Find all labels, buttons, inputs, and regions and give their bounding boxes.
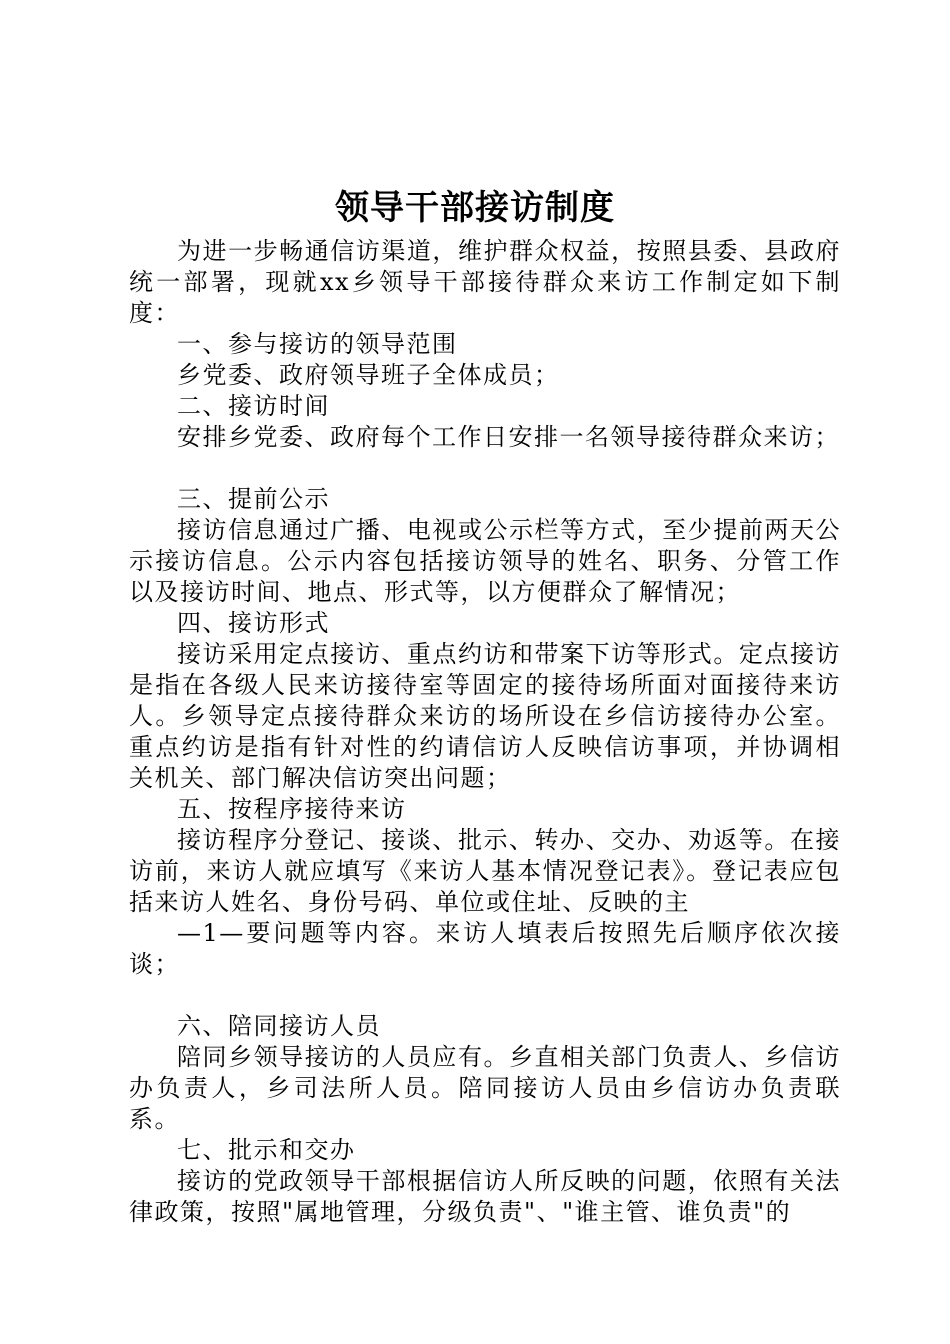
section-heading-3: 三、提前公示 [177, 485, 330, 513]
blank-line [129, 453, 841, 484]
section-heading-1: 一、参与接访的领导范围 [177, 330, 458, 358]
document-title: 领导干部接访制度 [335, 188, 615, 228]
paragraph: 乡党委、政府领导班子全体成员； [177, 361, 560, 389]
paragraph-page-marker: —1—要问题等内容。来访人填表后按照先后顺序依次接谈； [129, 919, 841, 978]
paragraph: 接访程序分登记、接谈、批示、转办、交办、劝返等。在接访前，来访人就应填写《来访人基本情况登记表》。登记表应包括来访人姓名、身份号码、单位或住址、反映的主 [129, 826, 841, 916]
paragraph: 接访信息通过广播、电视或公示栏等方式，至少提前两天公示接访信息。公示内容包括接访领导的姓名、职务、分管工作以及接访时间、地点、形式等，以方便群众了解情况； [129, 516, 841, 606]
paragraph: 接访采用定点接访、重点约访和带案下访等形式。定点接访是指在各级人民来访接待室等固定的接待场所面对面接待来访人。乡领导定点接待群众来访的场所设在乡信访接待办公室。重点约访是指有针对性的约请信访人反映信访事项，并协调相关机关、部门解决信访突出问题； [129, 640, 841, 792]
section-heading-5: 五、按程序接待来访 [177, 795, 407, 823]
paragraph: 接访的党政领导干部根据信访人所反映的问题，依照有关法律政策，按照"属地管理，分级负责"、"谁主管、谁负责"的 [129, 1167, 841, 1226]
blank-line [129, 980, 841, 1011]
section-heading-4: 四、接访形式 [177, 609, 330, 637]
paragraph-intro: 为进一步畅通信访渠道，维护群众权益，按照县委、县政府统一部署，现就xx乡领导干部接待群众来访工作制定如下制度： [129, 237, 841, 327]
section-heading-7: 七、批示和交办 [177, 1136, 356, 1164]
section-heading-6: 六、陪同接访人员 [177, 1012, 381, 1040]
section-heading-2: 二、接访时间 [177, 392, 330, 420]
paragraph: 陪同乡领导接访的人员应有。乡直相关部门负责人、乡信访办负责人，乡司法所人员。陪同接访人员由乡信访办负责联系。 [129, 1043, 841, 1133]
paragraph: 安排乡党委、政府每个工作日安排一名领导接待群众来访； [177, 423, 840, 451]
document-body [129, 236, 841, 1228]
